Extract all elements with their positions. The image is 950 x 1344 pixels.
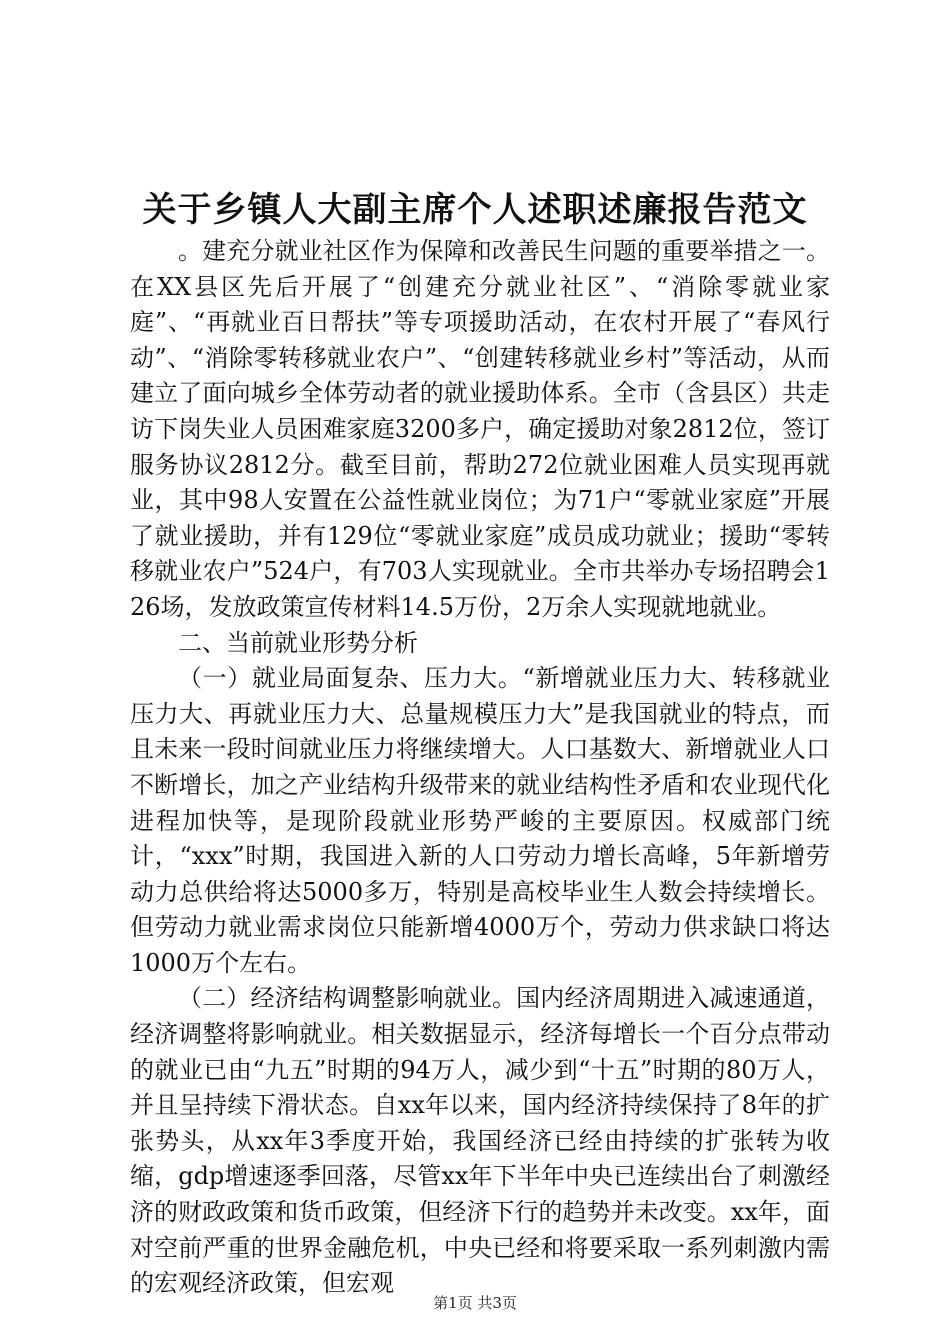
document-body [130, 234, 830, 1302]
document-title: 关于乡镇人大副主席个人述职述廉报告范文 [142, 190, 808, 230]
page-number-footer: 第1页 共3页 [433, 1294, 517, 1312]
paragraph-employment-assistance: 。建充分就业社区作为保障和改善民生问题的重要举措之一。在XX县区先后开展了“创建充分就业社区”、“消除零就业家庭”、“再就业百日帮扶”等专项援助活动，在农村开展了“春风行动”、“消除零转移就业农户”、“创建转移就业乡村”等活动，从而建立了面向城乡全体劳动者的就业援助体系。全市（含县区）共走访下岗失业人员困难家庭3200多户，确定援助对象2812位，签订服务协议2812分。截至目前，帮助272位就业困难人员实现再就业，其中98人安置在公益性就业岗位；为71户“零就业家庭”开展了就业援助，并有129位“零就业家庭”成员成功就业；援助“零转移就业农户”524户，有703人实现就业。全市共举办专场招聘会126场，发放政策宣传材料14.5万份，2万余人实现就地就业。 [130, 237, 830, 621]
paragraph-employment-pressure: （一）就业局面复杂、压力大。“新增就业压力大、转移就业压力大、再就业压力大、总量规模压力大”是我国就业的特点，而且未来一段时间就业压力将继续增大。人口基数大、新增就业人口不断增长，加之产业结构升级带来的就业结构性矛盾和农业现代化进程加快等，是现阶段就业形势严峻的主要原因。权威部门统计，“xxx”时期，我国进入新的人口劳动力增长高峰，5年新增劳动力总供给将达5000多万，特别是高校毕业生人数会持续增长。但劳动力就业需求岗位只能新增4000万个，劳动力供求缺口将达1000万个左右。 [130, 664, 830, 977]
paragraph-economic-restructuring: （二）经济结构调整影响就业。国内经济周期进入减速通道，经济调整将影响就业。相关数据显示，经济每增长一个百分点带动的就业已由“九五”时期的94万人，减少到“十五”时期的80万人，并且呈持续下滑状态。自xx年以来，国内经济持续保持了8年的扩张势头，从xx年3季度开始，我国经济已经由持续的扩张转为收缩，gdp增速逐季回落，尽管xx年下半年中央已连续出台了刺激经济的财政政策和货币政策，但经济下行的趋势并未改变。xx年，面对空前严重的世界金融危机，中央已经和将要采取一系列刺激内需的宏观经济政策，但宏观 [130, 984, 830, 1298]
section-heading-employment-analysis: 二、当前就业形势分析 [178, 628, 418, 657]
